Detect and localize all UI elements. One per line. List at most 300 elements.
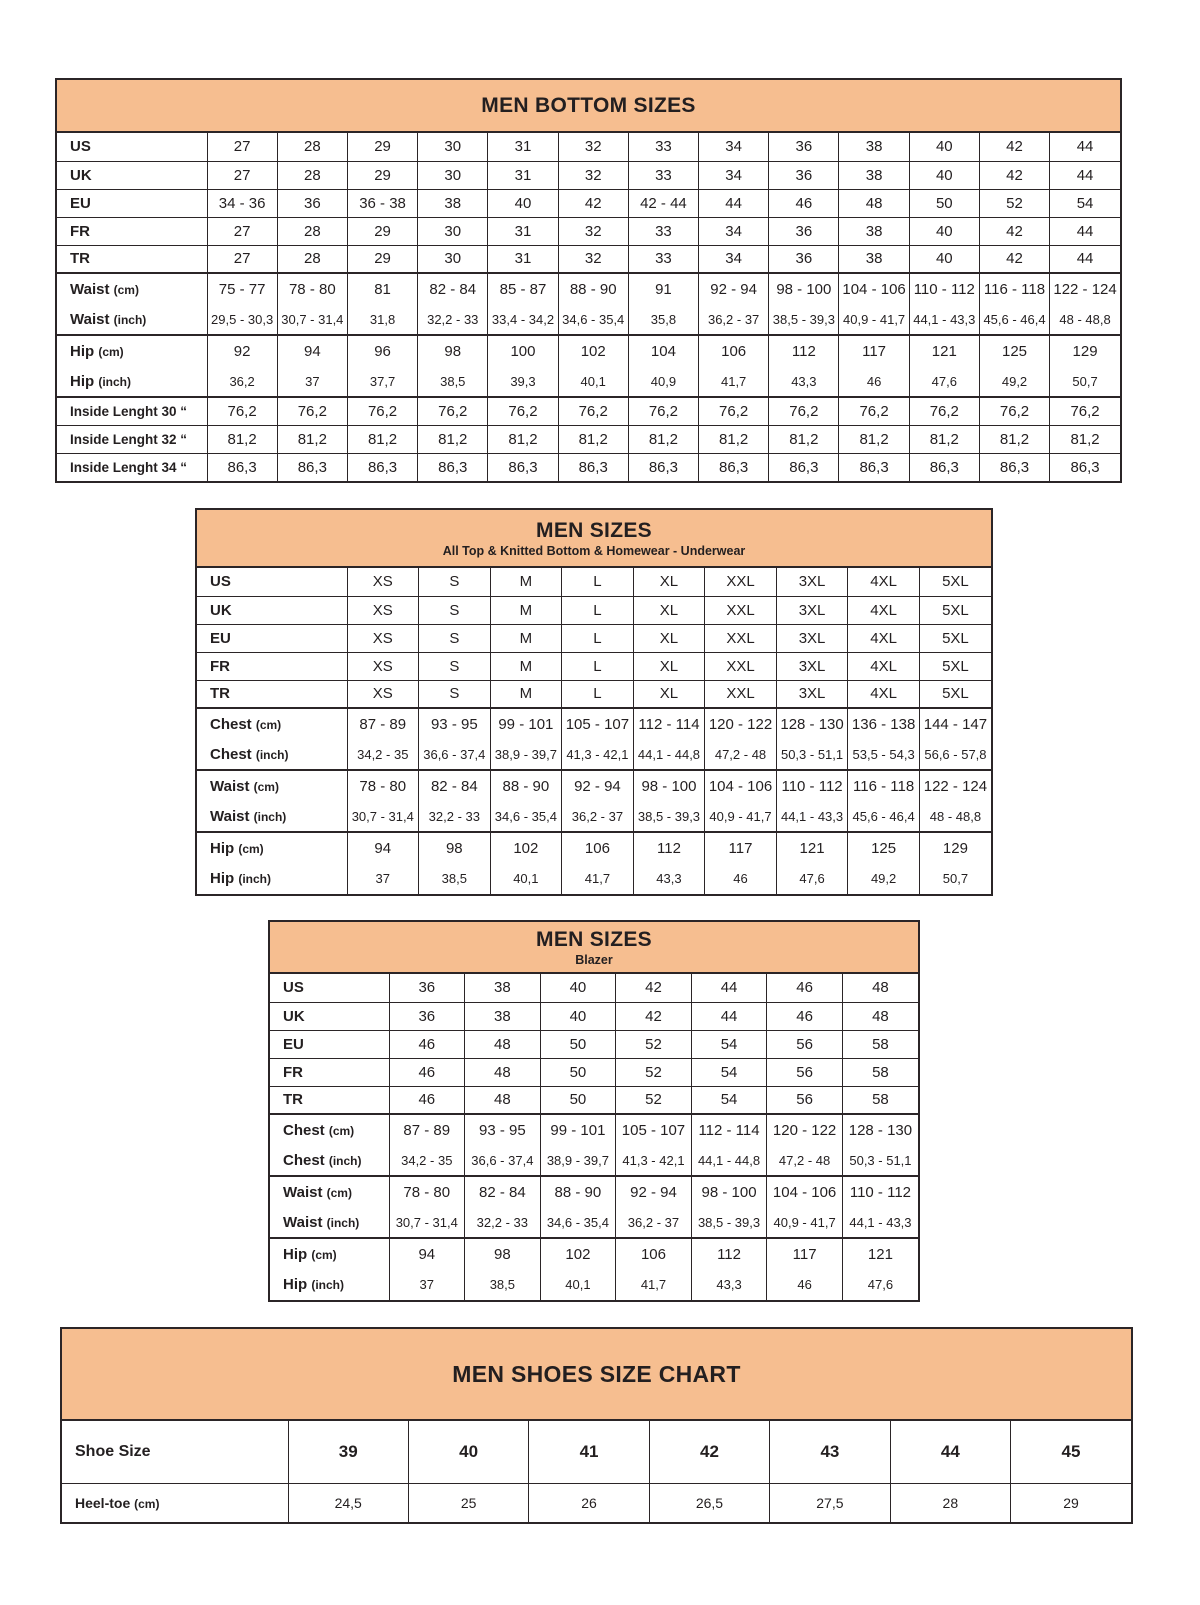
- data-cell: 86,3: [628, 453, 698, 481]
- data-cell: 78 - 80: [347, 770, 419, 801]
- row-label: TR: [270, 1086, 389, 1114]
- data-cell: 46: [389, 1030, 465, 1058]
- row-label: Waist (cm): [57, 273, 207, 304]
- data-cell: XL: [633, 624, 705, 652]
- data-cell: 36: [769, 133, 839, 161]
- data-cell: 48: [842, 1002, 918, 1030]
- data-cell: 29: [1011, 1483, 1131, 1522]
- data-cell: 43,3: [691, 1269, 767, 1300]
- table-title: MEN BOTTOM SIZES: [481, 93, 696, 117]
- data-cell: 40: [909, 161, 979, 189]
- data-cell: 76,2: [909, 397, 979, 425]
- data-cell: 75 - 77: [207, 273, 277, 304]
- data-cell: 110 - 112: [842, 1176, 918, 1207]
- data-cell: 112: [769, 335, 839, 366]
- data-cell: 29: [347, 245, 417, 273]
- table-row: [197, 596, 991, 624]
- table-row: [270, 1086, 918, 1114]
- table-row: [270, 1030, 918, 1058]
- data-cell: 38,5 - 39,3: [769, 304, 839, 335]
- row-label-unit: (cm): [328, 1123, 355, 1138]
- data-cell: 38,5 - 39,3: [691, 1207, 767, 1238]
- data-cell: L: [562, 596, 634, 624]
- data-cell: 33,4 - 34,2: [488, 304, 558, 335]
- data-cell: 3XL: [776, 568, 848, 596]
- data-cell: 92: [207, 335, 277, 366]
- data-cell: 76,2: [207, 397, 277, 425]
- data-cell: 94: [277, 335, 347, 366]
- data-cell: 40,9 - 41,7: [839, 304, 909, 335]
- data-cell: XXL: [705, 568, 777, 596]
- data-cell: 38: [465, 1002, 541, 1030]
- data-cell: 40: [909, 133, 979, 161]
- data-cell: XS: [347, 624, 419, 652]
- data-cell: 50: [909, 189, 979, 217]
- data-cell: 117: [705, 832, 777, 863]
- table-row: [57, 273, 1120, 304]
- data-cell: 98: [465, 1238, 541, 1269]
- data-cell: 41: [529, 1421, 649, 1483]
- data-cell: 129: [1050, 335, 1120, 366]
- data-cell: 4XL: [848, 680, 920, 708]
- data-cell: 100: [488, 335, 558, 366]
- table-row: [197, 801, 991, 832]
- data-cell: 54: [691, 1030, 767, 1058]
- table-row: [197, 739, 991, 770]
- data-cell: 26,5: [649, 1483, 769, 1522]
- data-cell: 41,7: [699, 366, 769, 397]
- data-cell: 34,6 - 35,4: [558, 304, 628, 335]
- data-cell: 48: [842, 974, 918, 1002]
- data-cell: 40,9 - 41,7: [767, 1207, 843, 1238]
- data-cell: 36: [277, 189, 347, 217]
- data-cell: 50,7: [919, 863, 991, 894]
- data-cell: 52: [979, 189, 1049, 217]
- row-label: Waist (inch): [210, 807, 287, 825]
- data-cell: 46: [389, 1058, 465, 1086]
- data-cell: 98: [418, 335, 488, 366]
- data-cell: M: [490, 652, 562, 680]
- row-label: Waist (inch): [283, 1213, 360, 1231]
- data-cell: 136 - 138: [848, 708, 920, 739]
- data-cell: 104: [628, 335, 698, 366]
- data-cell: 40,1: [490, 863, 562, 894]
- table-row: [57, 335, 1120, 366]
- data-cell: 39,3: [488, 366, 558, 397]
- men-sizes-top-table: [195, 508, 993, 896]
- data-cell: M: [490, 680, 562, 708]
- data-cell: 42: [616, 1002, 692, 1030]
- data-cell: 36,2 - 37: [562, 801, 634, 832]
- data-cell: 81,2: [207, 425, 277, 453]
- table-row: [62, 1483, 1131, 1522]
- data-cell: 47,6: [776, 863, 848, 894]
- data-cell: 86,3: [769, 453, 839, 481]
- row-label: EU: [270, 1030, 389, 1058]
- data-cell: 30,7 - 31,4: [389, 1207, 465, 1238]
- data-cell: 29: [347, 217, 417, 245]
- size-grid: [270, 974, 918, 1300]
- data-cell: 32: [558, 161, 628, 189]
- row-label: UK: [197, 596, 347, 624]
- data-cell: 47,2 - 48: [705, 739, 777, 770]
- data-cell: 50: [540, 1086, 616, 1114]
- data-cell: 40: [909, 217, 979, 245]
- data-cell: 76,2: [558, 397, 628, 425]
- data-cell: 85 - 87: [488, 273, 558, 304]
- data-cell: 29,5 - 30,3: [207, 304, 277, 335]
- data-cell: 28: [890, 1483, 1010, 1522]
- data-cell: 82 - 84: [418, 273, 488, 304]
- data-cell: 106: [699, 335, 769, 366]
- data-cell: 5XL: [919, 652, 991, 680]
- data-cell: 42: [649, 1421, 769, 1483]
- data-cell: 38,9 - 39,7: [540, 1145, 616, 1176]
- data-cell: 34,2 - 35: [389, 1145, 465, 1176]
- data-cell: 38,9 - 39,7: [490, 739, 562, 770]
- table-row: [57, 133, 1120, 161]
- data-cell: 50,3 - 51,1: [776, 739, 848, 770]
- data-cell: 3XL: [776, 596, 848, 624]
- data-cell: 46: [839, 366, 909, 397]
- data-cell: 128 - 130: [776, 708, 848, 739]
- data-cell: 44,1 - 43,3: [842, 1207, 918, 1238]
- men-shoes-size-chart-table: [60, 1327, 1133, 1524]
- data-cell: 33: [628, 133, 698, 161]
- data-cell: 125: [979, 335, 1049, 366]
- data-cell: L: [562, 652, 634, 680]
- data-cell: 56: [767, 1086, 843, 1114]
- data-cell: 32: [558, 217, 628, 245]
- data-cell: 36,2 - 37: [699, 304, 769, 335]
- data-cell: 34 - 36: [207, 189, 277, 217]
- row-label: TR: [57, 245, 207, 273]
- data-cell: 50: [540, 1030, 616, 1058]
- row-label-unit: (inch): [255, 747, 289, 762]
- data-cell: 46: [705, 863, 777, 894]
- data-cell: 81,2: [769, 425, 839, 453]
- data-cell: 38: [465, 974, 541, 1002]
- data-cell: 40,9: [628, 366, 698, 397]
- data-cell: 81,2: [347, 425, 417, 453]
- data-cell: 34: [699, 217, 769, 245]
- table-title-band: [57, 80, 1120, 133]
- data-cell: M: [490, 596, 562, 624]
- data-cell: 144 - 147: [919, 708, 991, 739]
- data-cell: 36: [769, 245, 839, 273]
- data-cell: 34,6 - 35,4: [540, 1207, 616, 1238]
- data-cell: 42: [979, 133, 1049, 161]
- data-cell: 76,2: [979, 397, 1049, 425]
- data-cell: 42: [979, 217, 1049, 245]
- data-cell: 29: [347, 161, 417, 189]
- data-cell: 121: [776, 832, 848, 863]
- data-cell: 30: [418, 217, 488, 245]
- data-cell: 81,2: [979, 425, 1049, 453]
- data-cell: 120 - 122: [705, 708, 777, 739]
- data-cell: 4XL: [848, 652, 920, 680]
- row-label: FR: [197, 652, 347, 680]
- data-cell: 40: [909, 245, 979, 273]
- data-cell: 35,8: [628, 304, 698, 335]
- data-cell: 110 - 112: [776, 770, 848, 801]
- data-cell: 81,2: [277, 425, 347, 453]
- data-cell: 110 - 112: [909, 273, 979, 304]
- data-cell: 52: [616, 1058, 692, 1086]
- row-label: FR: [57, 217, 207, 245]
- data-cell: 117: [839, 335, 909, 366]
- row-label-unit: (inch): [328, 1153, 362, 1168]
- data-cell: 98: [419, 832, 491, 863]
- data-cell: XS: [347, 568, 419, 596]
- data-cell: 56: [767, 1030, 843, 1058]
- data-cell: 43,3: [769, 366, 839, 397]
- data-cell: 3XL: [776, 652, 848, 680]
- data-cell: 47,6: [909, 366, 979, 397]
- data-cell: 45: [1011, 1421, 1131, 1483]
- data-cell: 43: [770, 1421, 890, 1483]
- row-label: US: [210, 573, 231, 591]
- row-label: Waist (cm): [197, 770, 347, 801]
- row-label: EU: [57, 189, 207, 217]
- data-cell: 46: [767, 974, 843, 1002]
- data-cell: 42: [616, 974, 692, 1002]
- data-cell: 94: [389, 1238, 465, 1269]
- data-cell: 38,5: [465, 1269, 541, 1300]
- data-cell: 96: [347, 335, 417, 366]
- data-cell: 92 - 94: [562, 770, 634, 801]
- table-row: [57, 189, 1120, 217]
- table-body: [270, 974, 918, 1300]
- table-row: [270, 1145, 918, 1176]
- data-cell: 38: [839, 161, 909, 189]
- data-cell: 32: [558, 245, 628, 273]
- table-title-band: [270, 922, 918, 974]
- table-row: [57, 161, 1120, 189]
- data-cell: 81,2: [839, 425, 909, 453]
- data-cell: 31: [488, 161, 558, 189]
- data-cell: 27: [207, 133, 277, 161]
- data-cell: 49,2: [848, 863, 920, 894]
- table-row: [57, 453, 1120, 481]
- data-cell: 104 - 106: [839, 273, 909, 304]
- data-cell: 86,3: [979, 453, 1049, 481]
- row-label-unit: (cm): [326, 1185, 352, 1200]
- row-label: Waist (inch): [70, 310, 147, 328]
- data-cell: S: [419, 568, 491, 596]
- data-cell: 40,9 - 41,7: [705, 801, 777, 832]
- data-cell: 58: [842, 1086, 918, 1114]
- data-cell: 42 - 44: [628, 189, 698, 217]
- data-cell: 44: [1050, 245, 1120, 273]
- data-cell: 58: [842, 1058, 918, 1086]
- row-label: UK: [57, 161, 207, 189]
- data-cell: 44,1 - 44,8: [633, 739, 705, 770]
- row-label-unit: (cm): [134, 1496, 160, 1511]
- data-cell: 38,5 - 39,3: [633, 801, 705, 832]
- data-cell: 81,2: [699, 425, 769, 453]
- row-label: Hip (inch): [210, 870, 272, 887]
- data-cell: 40,1: [558, 366, 628, 397]
- row-label: FR: [270, 1058, 389, 1086]
- data-cell: 44,1 - 43,3: [776, 801, 848, 832]
- data-cell: 32,2 - 33: [418, 304, 488, 335]
- data-cell: 5XL: [919, 624, 991, 652]
- data-cell: 98 - 100: [769, 273, 839, 304]
- row-label-unit: (cm): [253, 779, 279, 794]
- data-cell: 36: [389, 974, 465, 1002]
- data-cell: 104 - 106: [767, 1176, 843, 1207]
- data-cell: 52: [616, 1030, 692, 1058]
- table-row: [57, 366, 1120, 397]
- data-cell: 33: [628, 245, 698, 273]
- data-cell: 46: [767, 1002, 843, 1030]
- row-label-unit: (inch): [311, 1278, 345, 1292]
- table-subtitle: All Top & Knitted Bottom & Homewear - Underwear: [442, 543, 746, 558]
- data-cell: 37: [277, 366, 347, 397]
- data-cell: 105 - 107: [616, 1114, 692, 1145]
- data-cell: 58: [842, 1030, 918, 1058]
- data-cell: 50,7: [1050, 366, 1120, 397]
- data-cell: 33: [628, 217, 698, 245]
- data-cell: 40: [540, 1002, 616, 1030]
- data-cell: 81: [347, 273, 417, 304]
- data-cell: 93 - 95: [465, 1114, 541, 1145]
- data-cell: M: [490, 568, 562, 596]
- data-cell: 76,2: [488, 397, 558, 425]
- data-cell: 41,7: [616, 1269, 692, 1300]
- data-cell: XL: [633, 568, 705, 596]
- table-title: MEN SIZES: [536, 518, 652, 542]
- data-cell: 32,2 - 33: [419, 801, 491, 832]
- data-cell: 121: [842, 1238, 918, 1269]
- data-cell: 105 - 107: [562, 708, 634, 739]
- data-cell: 36,6 - 37,4: [419, 739, 491, 770]
- table-title: MEN SHOES SIZE CHART: [452, 1360, 741, 1387]
- row-label-unit: (cm): [311, 1247, 337, 1262]
- data-cell: 48 - 48,8: [1050, 304, 1120, 335]
- data-cell: 27: [207, 217, 277, 245]
- data-cell: 42: [979, 245, 1049, 273]
- data-cell: 34: [699, 245, 769, 273]
- data-cell: L: [562, 624, 634, 652]
- data-cell: 102: [490, 832, 562, 863]
- data-cell: 125: [848, 832, 920, 863]
- data-cell: 81,2: [1050, 425, 1120, 453]
- row-label: Hip (cm): [270, 1238, 389, 1269]
- row-label-unit: (cm): [98, 344, 124, 359]
- data-cell: 88 - 90: [490, 770, 562, 801]
- data-cell: 53,5 - 54,3: [848, 739, 920, 770]
- data-cell: 36: [389, 1002, 465, 1030]
- data-cell: 31: [488, 245, 558, 273]
- size-grid: [57, 133, 1120, 481]
- table-row: [197, 624, 991, 652]
- row-label: US: [70, 138, 91, 156]
- data-cell: L: [562, 568, 634, 596]
- row-label: EU: [197, 624, 347, 652]
- data-cell: 33: [628, 161, 698, 189]
- size-grid: [62, 1421, 1131, 1522]
- table-title: MEN SIZES: [536, 927, 652, 951]
- data-cell: 86,3: [909, 453, 979, 481]
- data-cell: 93 - 95: [419, 708, 491, 739]
- data-cell: M: [490, 624, 562, 652]
- data-cell: 81,2: [558, 425, 628, 453]
- data-cell: 116 - 118: [979, 273, 1049, 304]
- data-cell: 41,3 - 42,1: [562, 739, 634, 770]
- data-cell: 37: [389, 1269, 465, 1300]
- data-cell: 81,2: [488, 425, 558, 453]
- data-cell: 41,3 - 42,1: [616, 1145, 692, 1176]
- data-cell: 128 - 130: [842, 1114, 918, 1145]
- data-cell: 30: [418, 133, 488, 161]
- data-cell: 40: [488, 189, 558, 217]
- data-cell: 38: [839, 133, 909, 161]
- row-label: UK: [270, 1002, 389, 1030]
- data-cell: 87 - 89: [389, 1114, 465, 1145]
- data-cell: S: [419, 652, 491, 680]
- data-cell: 44,1 - 43,3: [909, 304, 979, 335]
- data-cell: XXL: [705, 624, 777, 652]
- data-cell: 50,3 - 51,1: [842, 1145, 918, 1176]
- data-cell: 78 - 80: [277, 273, 347, 304]
- data-cell: 31,8: [347, 304, 417, 335]
- data-cell: 48: [465, 1030, 541, 1058]
- data-cell: 116 - 118: [848, 770, 920, 801]
- data-cell: 120 - 122: [767, 1114, 843, 1145]
- data-cell: 86,3: [558, 453, 628, 481]
- data-cell: 82 - 84: [419, 770, 491, 801]
- data-cell: 86,3: [699, 453, 769, 481]
- data-cell: 27: [207, 161, 277, 189]
- data-cell: 44: [691, 974, 767, 1002]
- table-title-band: [62, 1329, 1131, 1421]
- row-label: Inside Lenght 32 “: [57, 425, 207, 453]
- data-cell: 42: [979, 161, 1049, 189]
- men-sizes-blazer-table: [268, 920, 920, 1302]
- data-cell: 40: [540, 974, 616, 1002]
- data-cell: 91: [628, 273, 698, 304]
- data-cell: 40: [408, 1421, 528, 1483]
- data-cell: 36: [769, 161, 839, 189]
- table-row: [270, 1114, 918, 1145]
- data-cell: 94: [347, 832, 419, 863]
- data-cell: 102: [558, 335, 628, 366]
- data-cell: XL: [633, 652, 705, 680]
- data-cell: 32: [558, 133, 628, 161]
- data-cell: 54: [691, 1086, 767, 1114]
- table-row: [197, 680, 991, 708]
- data-cell: 3XL: [776, 624, 848, 652]
- data-cell: 92 - 94: [616, 1176, 692, 1207]
- data-cell: 78 - 80: [389, 1176, 465, 1207]
- data-cell: 112 - 114: [633, 708, 705, 739]
- data-cell: 46: [769, 189, 839, 217]
- row-label: US: [283, 979, 304, 997]
- table-row: [270, 1176, 918, 1207]
- data-cell: 45,6 - 46,4: [979, 304, 1049, 335]
- table-row: [270, 1207, 918, 1238]
- data-cell: 86,3: [418, 453, 488, 481]
- data-cell: 45,6 - 46,4: [848, 801, 920, 832]
- data-cell: 27,5: [770, 1483, 890, 1522]
- data-cell: 34: [699, 133, 769, 161]
- data-cell: 5XL: [919, 680, 991, 708]
- data-cell: 86,3: [839, 453, 909, 481]
- table-row: [270, 974, 918, 1002]
- data-cell: 42: [558, 189, 628, 217]
